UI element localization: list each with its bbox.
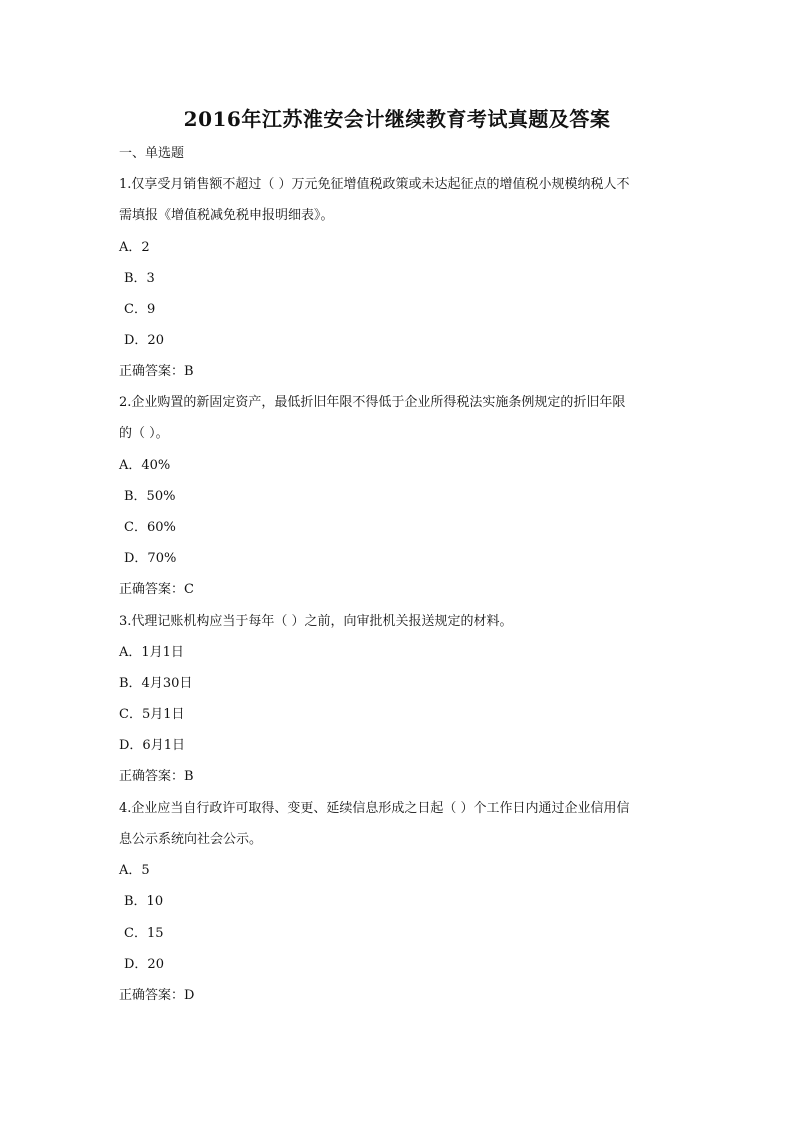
question-1-option-c: C．9 [124, 302, 156, 317]
question-2-option-d: D．70% [124, 551, 177, 566]
question-3-option-c: C．5月1日 [119, 707, 185, 722]
question-4-option-d: D．20 [124, 957, 164, 972]
question-1-option-d: D．20 [124, 333, 164, 348]
question-3-option-a: A．1月1日 [119, 645, 184, 660]
question-2-option-a: A．40% [119, 458, 171, 473]
question-1-option-b: B．3 [124, 271, 155, 286]
question-1-stem-line-2: 需填报《增值税减免税申报明细表》。 [119, 208, 334, 223]
question-4-option-b: B．10 [124, 894, 164, 909]
question-2-answer: 正确答案：C [119, 582, 194, 597]
question-3-option-b: B．4月30日 [119, 676, 193, 691]
question-2-stem-line-2: 的（ ）。 [119, 426, 169, 441]
question-1-answer: 正确答案：B [119, 364, 194, 379]
question-4-option-a: A．5 [119, 863, 150, 878]
question-3-option-d: D．6月1日 [119, 738, 185, 753]
question-1-option-a: A．2 [119, 240, 150, 255]
question-3-stem-line-1: 3.代理记账机构应当于每年（ ）之前，向审批机关报送规定的材料。 [119, 614, 513, 629]
question-2-stem-line-1: 2.企业购置的新固定资产，最低折旧年限不得低于企业所得税法实施条例规定的折旧年限 [119, 395, 626, 410]
question-4-option-c: C．15 [124, 926, 164, 941]
section-heading: 一、单选题 [119, 146, 185, 161]
question-2-option-b: B．50% [124, 489, 176, 504]
question-1-stem-line-1: 1.仅享受月销售额不超过（ ）万元免征增值税政策或未达起征点的增值税小规模纳税人不 [119, 177, 630, 192]
question-4-answer: 正确答案：D [119, 988, 195, 1003]
question-2-option-c: C．60% [124, 520, 176, 535]
question-4-stem-line-1: 4.企业应当自行政许可取得、变更、延续信息形成之日起（ ）个工作日内通过企业信用信 [119, 801, 630, 816]
document-title: 2016年江苏淮安会计继续教育考试真题及答案 [183, 107, 611, 131]
question-4-stem-line-2: 息公示系统向社会公示。 [119, 832, 263, 847]
question-3-answer: 正确答案：B [119, 769, 194, 784]
